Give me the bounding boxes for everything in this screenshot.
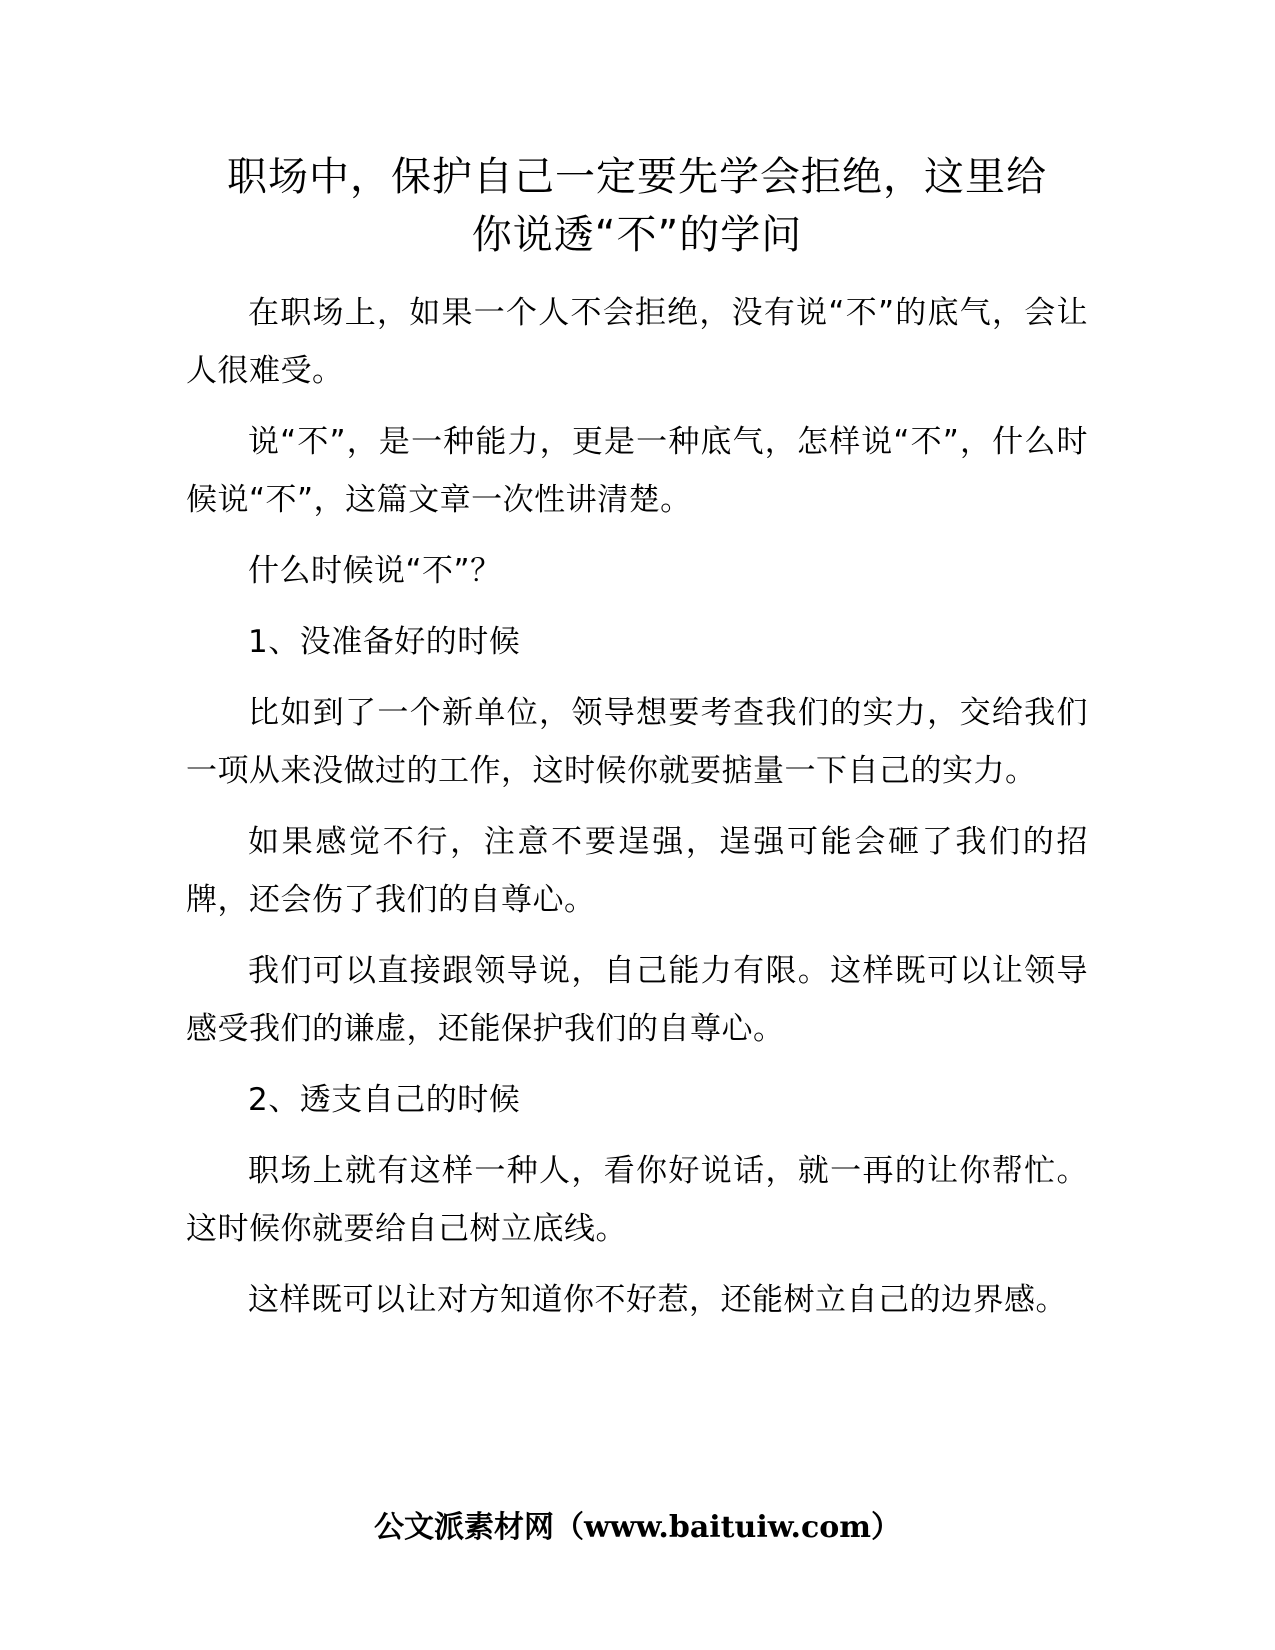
list-item-heading: 2、透支自己的时候: [248, 1082, 521, 1118]
paragraph: 职场上就有这样一种人，看你好说话，就一再的让你帮忙。这时候你就要给自己树立底线。: [186, 1153, 1088, 1247]
list-item-heading: 1、没准备好的时候: [248, 624, 521, 660]
paragraph: 比如到了一个新单位，领导想要考查我们的实力，交给我们一项从来没做过的工作，这时候你就要掂量一下自己的实力。: [186, 695, 1088, 789]
paragraph: 如果感觉不行，注意不要逞强，逞强可能会砸了我们的招牌，还会伤了我们的自尊心。: [186, 824, 1088, 918]
paragraph: 在职场上，如果一个人不会拒绝，没有说“不”的底气，会让人很难受。: [186, 295, 1088, 389]
section-heading: 什么时候说“不”？: [248, 553, 502, 589]
title-line-1: 职场中，保护自己一定要先学会拒绝，这里给: [227, 154, 1047, 200]
title-line-2: 你说透“不”的学问: [471, 212, 803, 258]
document-title: [186, 148, 1088, 264]
paragraph: 这样既可以让对方知道你不好惹，还能树立自己的边界感。: [248, 1282, 1067, 1318]
paragraph: 我们可以直接跟领导说，自己能力有限。这样既可以让领导感受我们的谦虚，还能保护我们的自尊心。: [186, 953, 1088, 1047]
footer-source: 公文派素材网（www.baituiw.com）: [373, 1510, 902, 1545]
document-body: [186, 284, 1088, 1342]
paragraph: 说“不”，是一种能力，更是一种底气，怎样说“不”，什么时候说“不”，这篇文章一次性讲清楚。: [186, 424, 1088, 518]
